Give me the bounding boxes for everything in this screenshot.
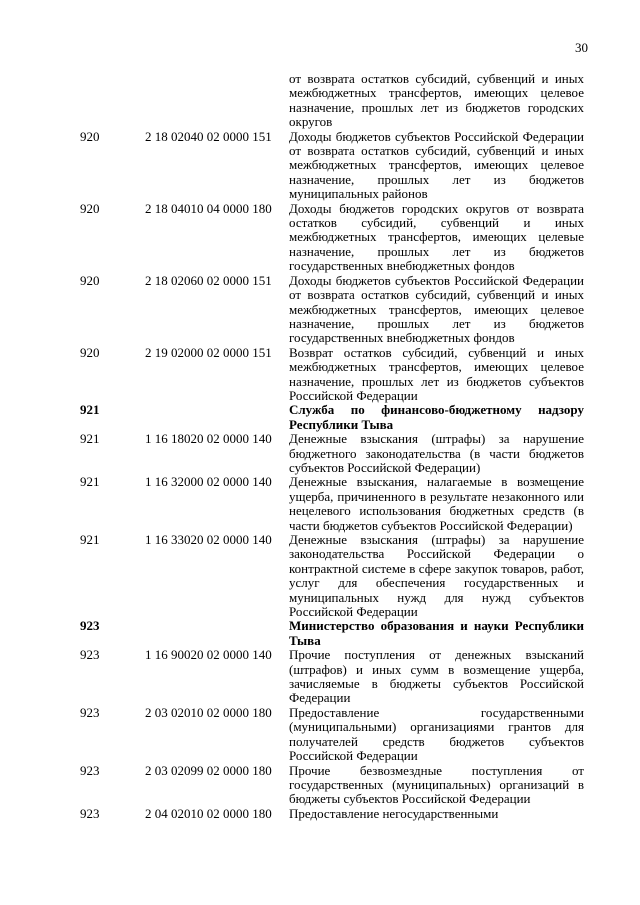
table-row (0, 764, 640, 807)
table-row (0, 432, 640, 475)
revenue-description: Денежные взыскания, налагаемые в возмещение ущерба, причиненного в результате незаконного или нецелевого использования бюджетных средств (в части бюджетов субъектов Российской Федерации) (289, 474, 584, 533)
section-heading-row (0, 403, 640, 432)
table-row (0, 130, 640, 202)
table-row (0, 72, 640, 130)
section-heading-row (0, 619, 640, 648)
revenue-description: Служба по финансово-бюджетному надзору Республики Тыва (289, 402, 584, 432)
revenue-description: от возврата остатков субсидий, субвенций и иных межбюджетных трансфертов, имеющих целевое назначение, прошлых лет из бюджетов городских округов (289, 71, 584, 130)
budget-classification-code: 2 04 02010 02 0000 180 (145, 805, 272, 821)
revenue-description: Доходы бюджетов городских округов от возврата остатков субсидий, субвенций и иных межбюджетных трансфертов, имеющих целевые назначение, прошлых лет из бюджетов государственных внебюджетных фондов (289, 200, 584, 274)
revenue-codes-table (0, 72, 640, 821)
budget-classification-code: 2 03 02010 02 0000 180 (145, 704, 272, 720)
administrator-code: 921 (80, 532, 100, 547)
budget-classification-code: 2 18 04010 04 0000 180 (145, 200, 272, 216)
budget-classification-code: 2 18 02060 02 0000 151 (145, 272, 272, 288)
revenue-description: Возврат остатков субсидий, субвенций и иных межбюджетных трансфертов, имеющих целевое назначение, прошлых лет из бюджетов субъектов Российской Федерации (289, 344, 584, 403)
revenue-description: Предоставление государственными (муниципальными) организациями грантов для получателей средств бюджетов субъектов Российской Федерации (289, 704, 584, 764)
table-row (0, 274, 640, 346)
table-row (0, 346, 640, 404)
table-row (0, 807, 640, 821)
administrator-code: 923 (80, 618, 100, 634)
administrator-code: 921 (80, 402, 100, 418)
budget-classification-code: 2 03 02099 02 0000 180 (145, 762, 272, 778)
revenue-description: Денежные взыскания (штрафы) за нарушение бюджетного законодательства (в части бюджетов субъектов Российской Федерации) (289, 431, 584, 475)
revenue-description: Денежные взыскания (штрафы) за нарушение законодательства Российской Федерации о контрактной системе в сфере закупок товаров, работ, услуг для обеспечения государственных и муниципальных нужд для нужд субъектов Российской Федерации (289, 532, 584, 620)
budget-classification-code: 2 19 02000 02 0000 151 (145, 344, 272, 360)
administrator-code: 920 (80, 272, 100, 288)
budget-classification-code: 2 18 02040 02 0000 151 (145, 128, 272, 144)
administrator-code: 923 (80, 762, 100, 778)
administrator-code: 921 (80, 474, 100, 490)
administrator-code: 921 (80, 431, 100, 447)
revenue-description: Прочие поступления от денежных взысканий (штрафов) и иных сумм в возмещение ущерба, зачисляемые в бюджеты субъектов Российской Федерации (289, 647, 584, 706)
budget-classification-code: 1 16 33020 02 0000 140 (145, 532, 272, 547)
budget-classification-code: 1 16 32000 02 0000 140 (145, 474, 272, 490)
revenue-description: Доходы бюджетов субъектов Российской Федерации от возврата остатков субсидий, субвенций и иных межбюджетных трансфертов, имеющих целевое назначение, прошлых лет из бюджетов муниципальных районов (289, 128, 584, 202)
revenue-description: Прочие безвозмездные поступления от государственных (муниципальных) организаций в бюджеты субъектов Российской Федерации (289, 762, 584, 807)
table-row (0, 475, 640, 533)
administrator-code: 920 (80, 344, 100, 360)
revenue-description: Предоставление негосударственными (289, 805, 499, 821)
administrator-code: 920 (80, 200, 100, 216)
page-number: 30 (575, 40, 588, 55)
administrator-code: 923 (80, 704, 100, 720)
administrator-code: 920 (80, 128, 100, 144)
revenue-description: Доходы бюджетов субъектов Российской Федерации от возврата остатков субсидий, субвенций и иных межбюджетных трансфертов, имеющих целевое назначение, прошлых лет из бюджетов государственных внебюджетных фондов (289, 272, 584, 346)
budget-classification-code: 1 16 18020 02 0000 140 (145, 431, 272, 447)
budget-classification-code: 1 16 90020 02 0000 140 (145, 647, 272, 663)
table-row (0, 648, 640, 706)
table-row (0, 706, 640, 764)
revenue-description: Министерство образования и науки Республики Тыва (289, 618, 584, 648)
administrator-code: 923 (80, 647, 100, 663)
table-row (0, 202, 640, 274)
table-row (0, 533, 640, 619)
administrator-code: 923 (80, 805, 100, 821)
